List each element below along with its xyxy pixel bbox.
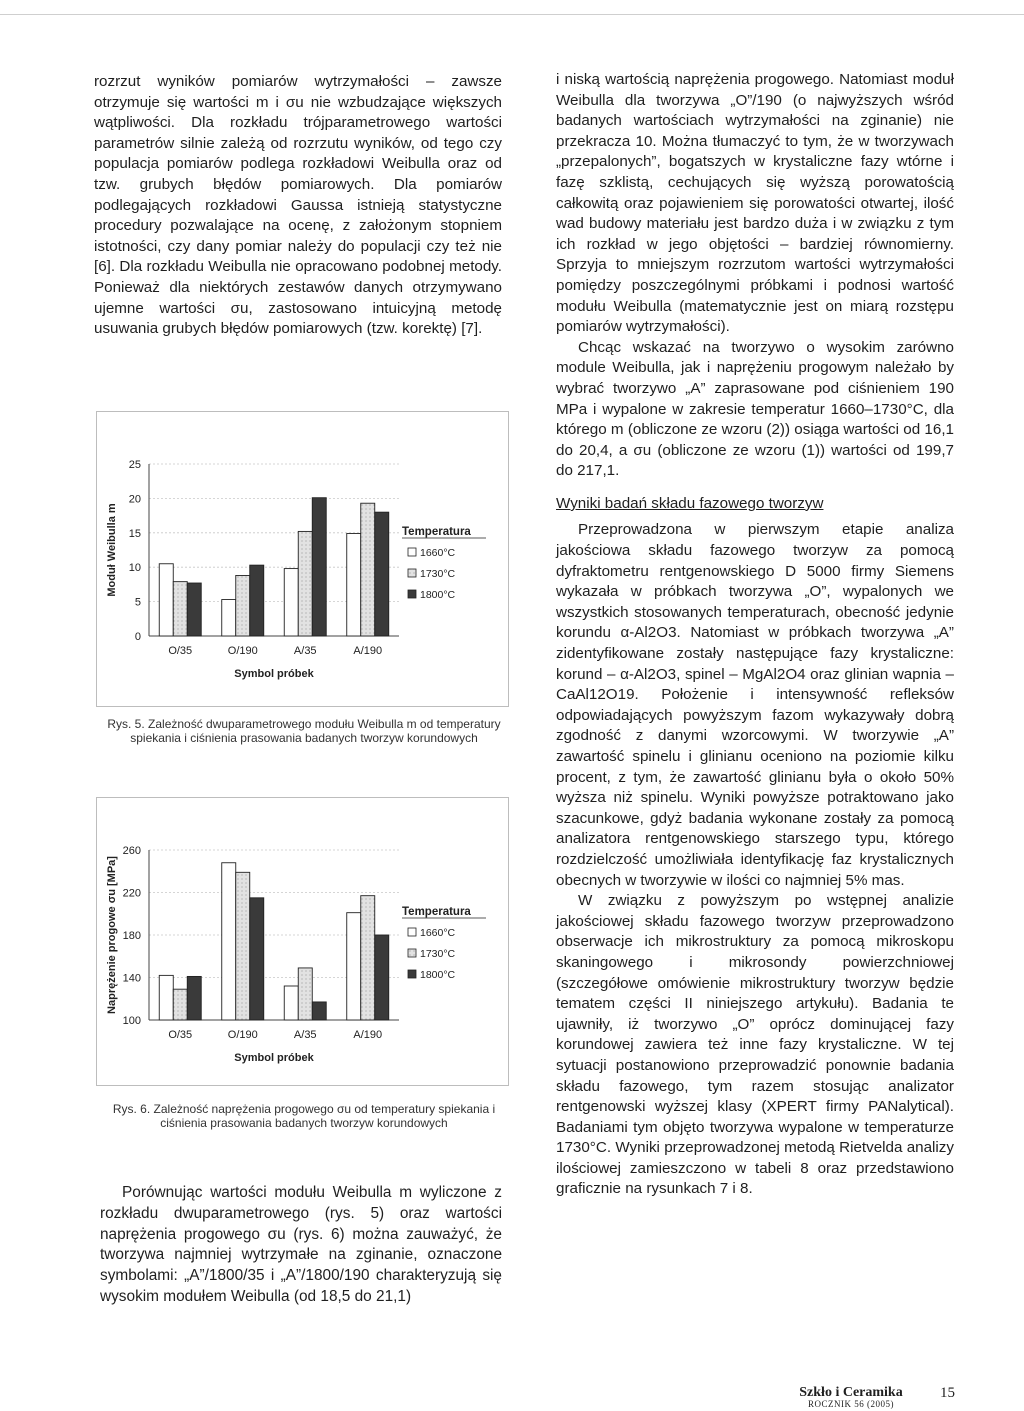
- bar: [361, 503, 375, 636]
- legend-swatch: [408, 548, 416, 556]
- bar: [187, 583, 201, 636]
- y-tick-label: 220: [122, 887, 141, 900]
- legend-title: Temperatura: [402, 526, 471, 538]
- x-tick-label: O/35: [168, 645, 193, 657]
- bar: [298, 531, 312, 636]
- bar: [173, 989, 187, 1020]
- legend-title: Temperatura: [402, 906, 471, 918]
- x-tick-label: A/190: [353, 1029, 383, 1041]
- y-tick-label: 5: [134, 596, 141, 609]
- figure-6-threshold-stress-chart: [96, 797, 509, 1086]
- x-tick-label: A/35: [293, 1029, 317, 1041]
- bar: [159, 564, 173, 636]
- y-tick-label: 140: [122, 972, 141, 985]
- bar: [187, 976, 201, 1020]
- figure-5-caption: Rys. 5. Zależność dwuparametrowego modułu Weibulla m od temperatury spiekania i ciśnienia prasowania badanych tworzyw korundowych: [107, 717, 501, 745]
- bar: [347, 913, 361, 1020]
- x-tick-label: A/35: [293, 645, 317, 657]
- section-heading: Wyniki badań składu fazowego tworzyw: [556, 494, 824, 512]
- y-tick-label: 180: [122, 930, 141, 942]
- legend-swatch: [408, 949, 416, 957]
- bar: [236, 872, 250, 1020]
- legend-swatch: [408, 928, 416, 936]
- x-axis-label: Symbol próbek: [234, 1052, 314, 1064]
- paragraph: W związku z powyższym po wstępnej analizie jakościowej składu fazowego tworzyw przeprowadzono obserwacje ich mikrostruktury za pomocą mikroskopu skaningowego i mikrosondy powierzchniowej (szczegółowe omówienie mikrostruktury tworzyw będzie tematem części II niniejszego artykułu). Badania te ujawniły, iż tworzywo „O” oprócz dominującej fazy korundowej zawiera też inne fazy krystaliczne. W tej sytuacji postanowiono przeprowadzić ponownie badania składu fazowego, tym razem stosując analizator rentgenowski wyższej klasy (XPERT firmy PANalytical). Badaniami tym objęto tworzywa wypalone w temperaturze 1730°C. Wyniki przeprowadzonej metodą Rietvelda analizy ilościowej zamieszczono w tabeli 8 oraz przedstawiono graficznie na rysunkach 7 i 8.: [556, 892, 954, 1198]
- legend-label: 1800°C: [420, 969, 456, 981]
- bar: [347, 533, 361, 636]
- left-column-top-text: [94, 72, 502, 340]
- y-tick-label: 260: [122, 845, 141, 857]
- legend-label: 1660°C: [420, 547, 456, 559]
- paragraph: Chcąc wskazać na tworzywo o wysokim zarówno module Weibulla, jak i naprężeniu progowym należało by wybrać tworzywo „A” zaprasowane pod ciśnieniem 190 MPa i wypalone w zakresie temperatur 1660–1730°C, dla którego m (obliczone ze wzoru (2)) osiąga wartości od 16,1 do 20,4, a σu (obliczone ze wzoru (1)) wartości od 199,7 do 217,1.: [556, 338, 954, 480]
- y-tick-label: 25: [128, 459, 141, 471]
- top-rule: [0, 14, 1024, 15]
- y-tick-label: 100: [122, 1015, 141, 1027]
- journal-title: Szkło i Ceramika: [799, 1385, 903, 1400]
- y-tick-label: 20: [128, 493, 141, 506]
- bar: [173, 582, 187, 636]
- page-number: 15: [940, 1385, 955, 1401]
- bar: [250, 565, 264, 636]
- paragraph: Przeprowadzona w pierwszym etapie analiza jakościowa składu fazowego tworzyw za pomocą dyfraktometru rentgenowskiego D 5000 firmy Siemens wykazała w próbkach tworzywa „O”, wypalonych we wszystkich stosowanych temperaturach, obecność jedynie korundu α-Al2O3. Natomiast w próbkach tworzywa „A” zidentyfikowane zostały następujące fazy krystaliczne: korund – α-Al2O3, spinel – MgAl2O4 oraz glinian wapnia – CaAl12O19. Położenie i intensywność refleksów odpowiadających powyższym fazom wykazywały dobrą zgodność z danymi wzorcowymi. W tworzywie „A” zawartość spinelu i glinianu oceniono na poziomie kilku procent, z tym, że zawartość glinianu była o około 50% wyższa niż spinelu. Wyniki powyższe potraktowano jako szacunkowe, gdyż badania wykonane zostały za pomocą analizatora rentgenowskiego starszego typu, którego rozdzielczość umożliwiała identyfikację faz krystalicznych obecnych w tworzywie w ilości co najmniej 5% mas.: [556, 521, 954, 889]
- legend-label: 1730°C: [420, 568, 456, 580]
- bar: [236, 575, 250, 636]
- paragraph: i niską wartością naprężenia progowego. Natomiast moduł Weibulla dla tworzywa „O”/190 (o najwyższych wśród badanych wartościach wytrzymałości na zginanie) nie przekracza 10. Można tłumaczyć to tym, że w tworzywach „przepalonych”, bogatszych w krystaliczne fazy wtórne i fazę szklistą, cechujących się wyższą porowatością całkowitą oraz pojawieniem się porowatości otwartej, ilość wad budowy materiału jest bardzo duża i w związku z tym ich rozkład w jego objętości – bardziej równomierny. Sprzyja to mniejszym rozrzutom wartości wytrzymałości pomiędzy poszczególnymi próbkami i podnosi wartość modułu Weibulla (matematycznie jest on miarą rozstępu pomiarów wytrzymałości).: [556, 71, 954, 336]
- legend-label: 1660°C: [420, 927, 456, 939]
- x-tick-label: A/190: [353, 645, 383, 657]
- x-tick-label: O/35: [168, 1029, 193, 1041]
- bar: [298, 968, 312, 1020]
- bar: [284, 569, 298, 636]
- bar: [222, 600, 236, 636]
- paragraph: Porównując wartości modułu Weibulla m wyliczone z rozkładu dwuparametrowego (rys. 5) oraz wartości naprężenia progowego σu (rys. 6) można zauważyć, że tworzywa najmniej wytrzymałe na zginanie, oznaczone symbolami: „A”/1800/35 i „A”/1800/190 charakteryzują się wysokim modułem Weibulla (od 18,5 do 21,1): [100, 1184, 502, 1305]
- legend-label: 1730°C: [420, 948, 456, 960]
- x-axis-label: Symbol próbek: [234, 668, 314, 680]
- paragraph: rozrzut wyników pomiarów wytrzymałości – zawsze otrzymuje się wartości m i σu nie wzbudzające większych wątpliwości. Dla rozkładu trójparametrowego wartości parametrów silnie zależą od rozrzutu wyników, od tego czy populacja pomiarów podlega rozkładowi Weibulla oraz od tzw. grubych błędów pomiarowych. Dla pomiarów podlegających rozkładowi Gaussa istnieją statystyczne procedury pozwalające na ocenę, z założonym stopniem istotności, czy dany pomiar należy do populacji czy też nie [6]. Dla rozkładu Weibulla nie opracowano podobnej metody. Ponieważ dla niektórych zestawów danych otrzymywano ujemne wartości σu, zastosowano intuicyjną metodę usuwania grubych błędów pomiarowych (tzw. korektę) [7].: [94, 73, 502, 338]
- bar: [222, 863, 236, 1020]
- bar: [312, 498, 326, 636]
- bar: [312, 1002, 326, 1020]
- bar: [361, 896, 375, 1020]
- right-column-text: [556, 70, 954, 1200]
- y-tick-label: 15: [128, 527, 141, 540]
- y-tick-label: 0: [134, 631, 141, 643]
- y-axis-label: Moduł Weibulla m: [106, 503, 118, 597]
- journal-footer: [771, 1385, 931, 1409]
- figure-5-weibulla-chart: [96, 411, 509, 707]
- y-axis-label: Naprężenie progowe σu [MPa]: [106, 856, 118, 1014]
- figure-6-caption: Rys. 6. Zależność naprężenia progowego σu od temperatury spiekania i ciśnienia prasowania badanych tworzyw korundowych: [112, 1102, 496, 1130]
- bar: [284, 986, 298, 1020]
- left-column-bottom-text: [100, 1183, 502, 1308]
- legend-swatch: [408, 970, 416, 978]
- bar: [159, 975, 173, 1020]
- chart-svg: [97, 412, 508, 706]
- x-tick-label: O/190: [227, 1029, 258, 1041]
- x-tick-label: O/190: [227, 645, 258, 657]
- journal-volume: ROCZNIK 56 (2005): [808, 1399, 894, 1409]
- legend-label: 1800°C: [420, 589, 456, 601]
- legend-swatch: [408, 590, 416, 598]
- bar: [375, 935, 389, 1020]
- bar: [250, 898, 264, 1020]
- legend-swatch: [408, 569, 416, 577]
- bar: [375, 512, 389, 636]
- y-tick-label: 10: [128, 562, 141, 575]
- chart-svg: [97, 798, 508, 1085]
